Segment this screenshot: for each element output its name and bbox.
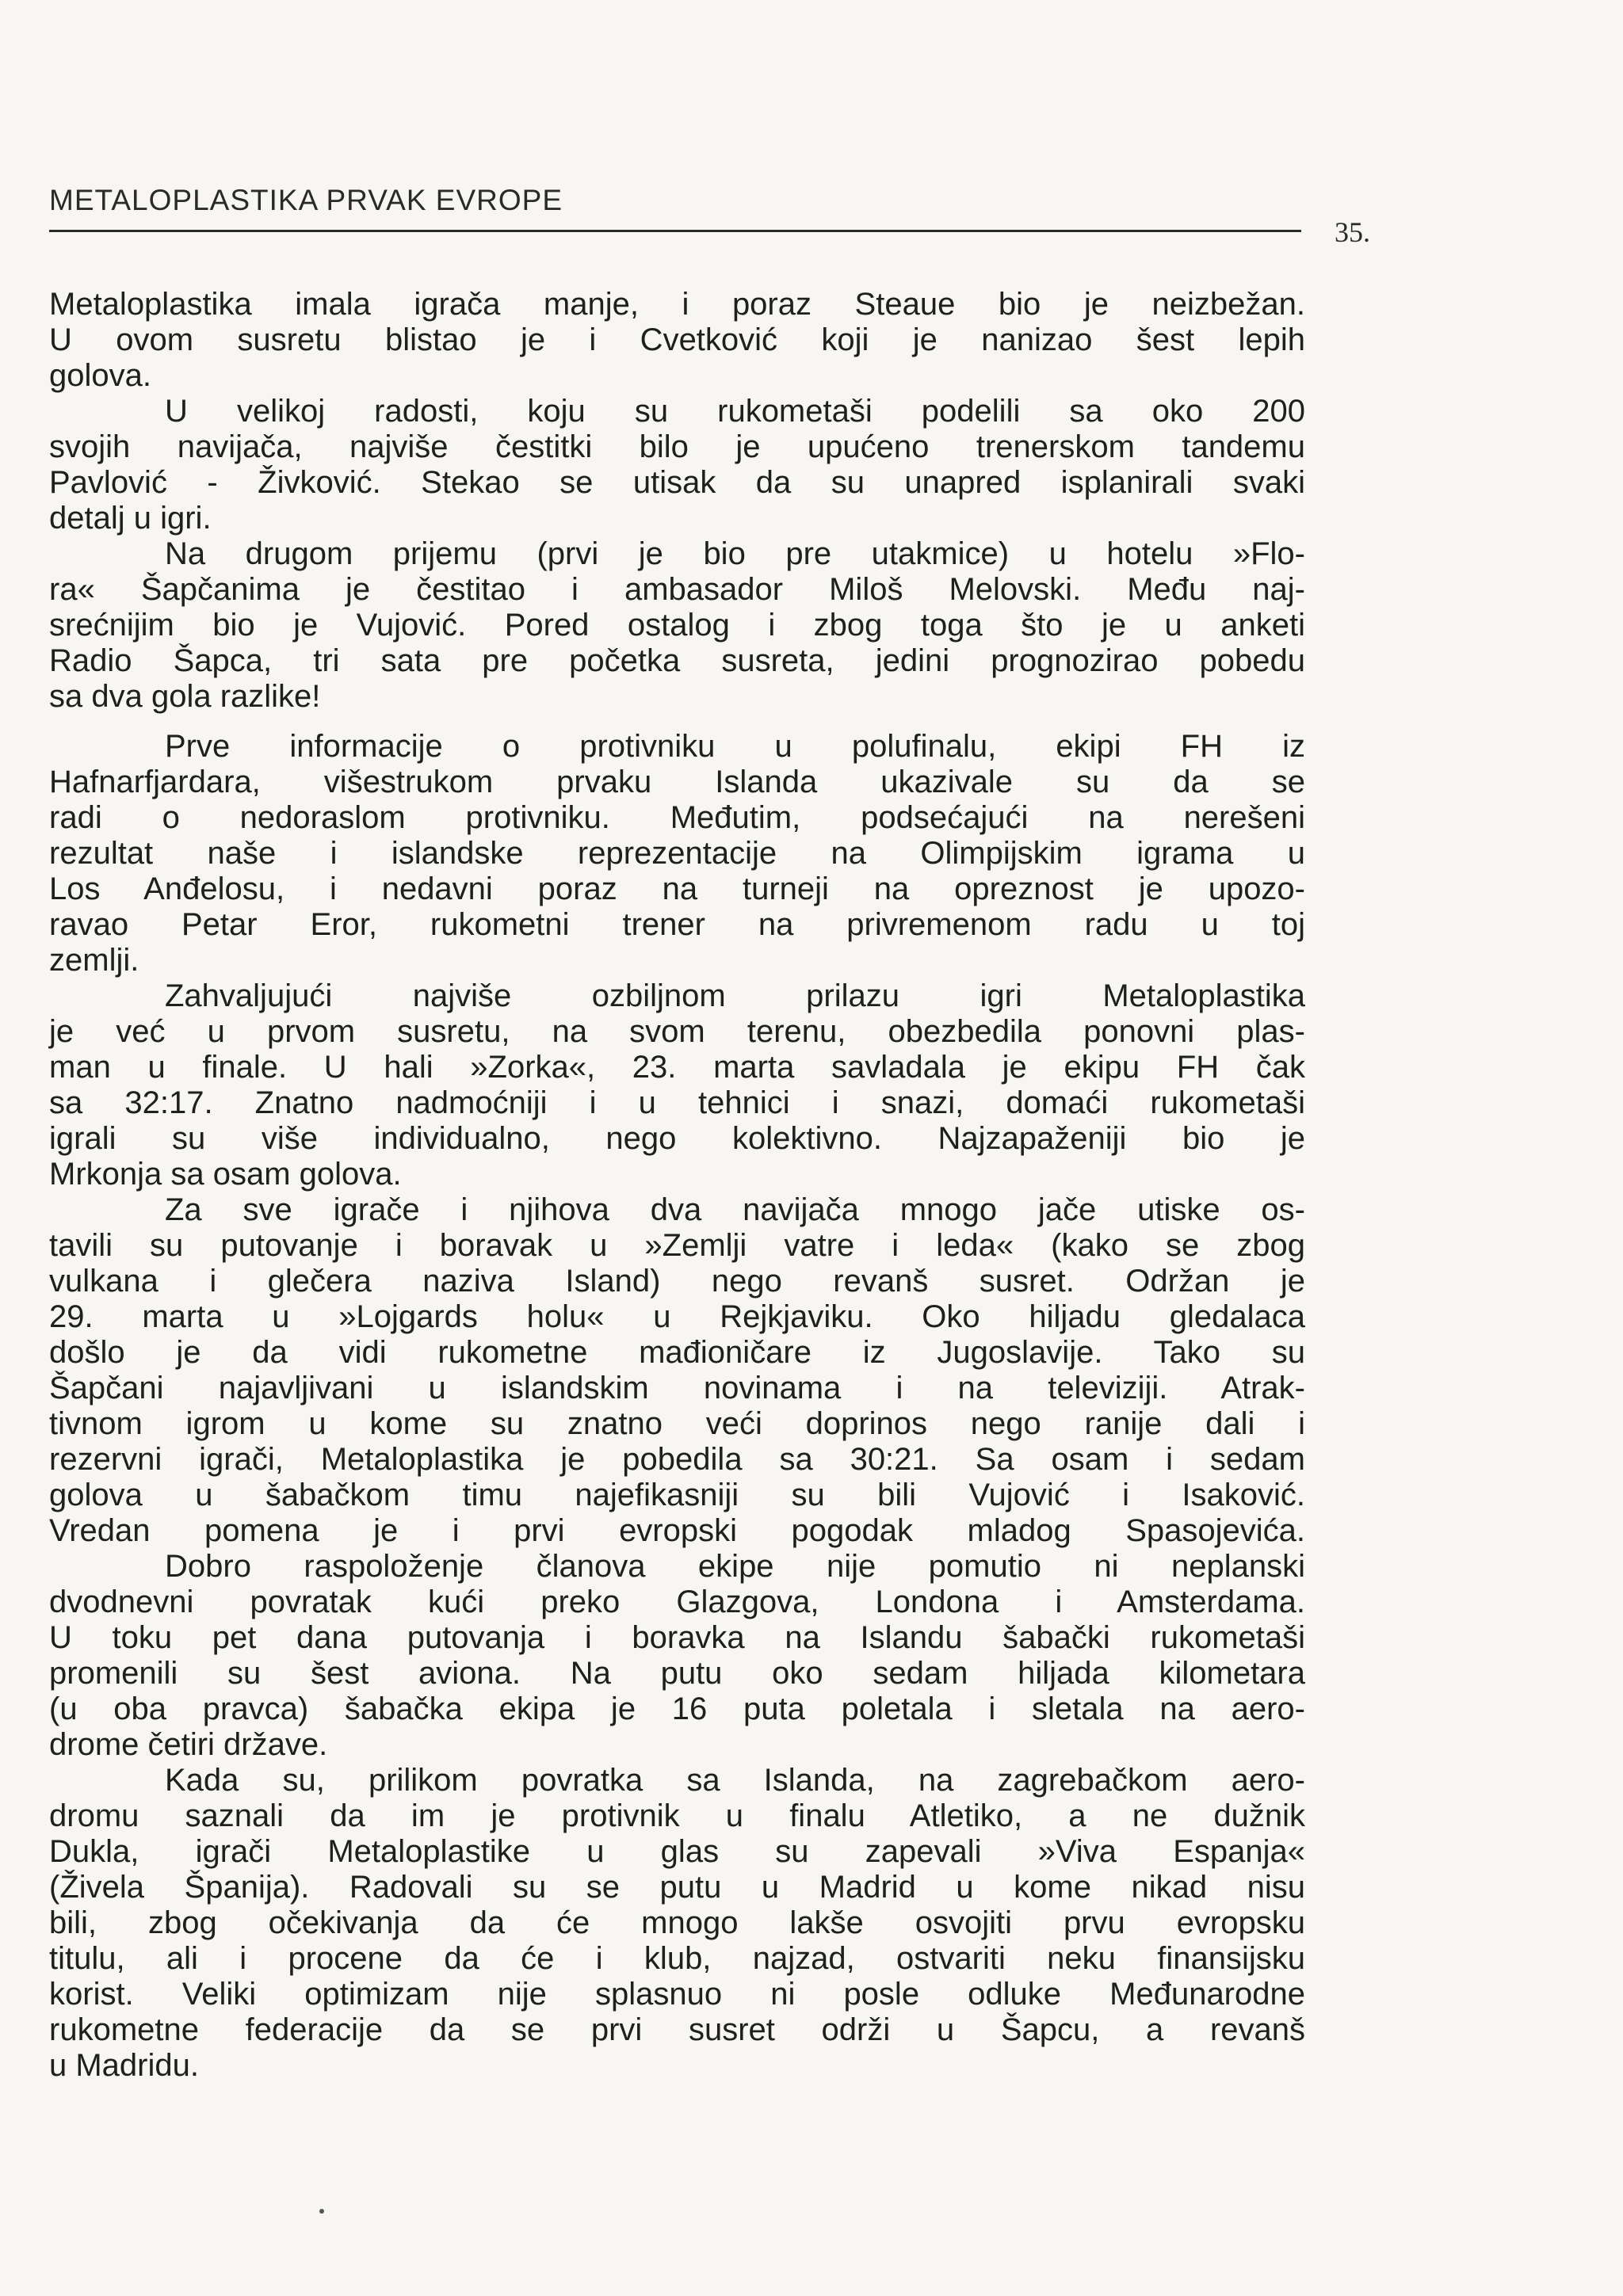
text-line: (u oba pravca) šabačka ekipa je 16 puta poletala i sletala na aero- xyxy=(49,1691,1305,1726)
text-line: srećnijim bio je Vujović. Pored ostalog i zbog toga što je u anketi xyxy=(49,608,1305,643)
text-line: Na drugom prijemu (prvi je bio pre utakmice) u hotelu »Flo- xyxy=(165,536,1305,571)
text-line: Hafnarfjardara, višestrukom prvaku Islanda ukazivale su da se xyxy=(49,765,1305,799)
text-line: promenili su šest aviona. Na putu oko sedam hiljada kilometara xyxy=(49,1656,1305,1691)
text-line: je već u prvom susretu, na svom terenu, obezbedila ponovni plas- xyxy=(49,1014,1305,1049)
stray-dot xyxy=(319,2209,324,2214)
text-line: vulkana i glečera naziva Island) nego revanš susret. Održan je xyxy=(49,1264,1305,1299)
text-line: tavili su putovanje i boravak u »Zemlji vatre i leda« (kako se zbog xyxy=(49,1228,1305,1263)
running-head: METALOPLASTIKA PRVAK EVROPE xyxy=(49,184,563,216)
text-line: u Madridu. xyxy=(49,2048,199,2083)
text-line: drome četiri države. xyxy=(49,1727,328,1762)
text-line: Zahvaljujući najviše ozbiljnom prilazu igri Metaloplastika xyxy=(165,978,1305,1013)
body-text xyxy=(49,287,1305,2084)
page-number: 35. xyxy=(1335,216,1370,248)
text-line: tivnom igrom u kome su znatno veći doprinos nego ranije dali i xyxy=(49,1406,1305,1441)
text-line: (Živela Španija). Radovali su se putu u Madrid u kome nikad nisu xyxy=(49,1870,1305,1905)
text-line: golova u šabačkom timu najefikasniji su bili Vujović i Isaković. xyxy=(49,1478,1305,1512)
text-line: Prve informacije o protivniku u polufinalu, ekipi FH iz xyxy=(165,729,1305,764)
text-line: detalj u igri. xyxy=(49,501,212,536)
text-line: dvodnevni povratak kući preko Glazgova, Londona i Amsterdama. xyxy=(49,1585,1305,1619)
text-line: man u finale. U hali »Zorka«, 23. marta savladala je ekipu FH čak xyxy=(49,1050,1305,1085)
text-line: Los Anđelosu, i nedavni poraz na turneji na opreznost je upozo- xyxy=(49,871,1305,906)
text-line: dromu saznali da im je protivnik u finalu Atletiko, a ne dužnik xyxy=(49,1798,1305,1833)
text-line: Kada su, prilikom povratka sa Islanda, na zagrebačkom aero- xyxy=(165,1763,1305,1798)
text-line: U velikoj radosti, koju su rukometaši podelili sa oko 200 xyxy=(165,394,1305,429)
text-line: Pavlović - Živković. Stekao se utisak da su unapred isplanirali svaki xyxy=(49,465,1305,500)
header-rule xyxy=(49,230,1301,232)
text-line: svojih navijača, najviše čestitki bilo je upućeno trenerskom tandemu xyxy=(49,429,1305,464)
text-line: Šapčani najavljivani u islandskim novinama i na televiziji. Atrak- xyxy=(49,1371,1305,1405)
text-line: Radio Šapca, tri sata pre početka susreta, jedini prognozirao pobedu xyxy=(49,643,1305,678)
text-line: zemlji. xyxy=(49,943,139,978)
text-line: 29. marta u »Lojgards holu« u Rejkjaviku. Oko hiljadu gledalaca xyxy=(49,1299,1305,1334)
text-line: korist. Veliki optimizam nije splasnuo ni posle odluke Međunarodne xyxy=(49,1977,1305,2012)
text-line: rukometne federacije da se prvi susret održi u Šapcu, a revanš xyxy=(49,2012,1305,2047)
text-line: Dobro raspoloženje članova ekipe nije pomutio ni neplanski xyxy=(165,1549,1305,1584)
text-line: Za sve igrače i njihova dva navijača mnogo jače utiske os- xyxy=(165,1192,1305,1227)
text-line: rezervni igrači, Metaloplastika je pobedila sa 30:21. Sa osam i sedam xyxy=(49,1442,1305,1477)
text-line: igrali su više individualno, nego kolektivno. Najzapaženiji bio je xyxy=(49,1121,1305,1156)
text-line: radi o nedoraslom protivniku. Međutim, podsećajući na nerešeni xyxy=(49,800,1305,835)
text-line: Vredan pomena je i prvi evropski pogodak mladog Spasojevića. xyxy=(49,1513,1305,1548)
text-line: došlo je da vidi rukometne mađioničare iz Jugoslavije. Tako su xyxy=(49,1335,1305,1370)
text-line: sa 32:17. Znatno nadmoćniji i u tehnici i snazi, domaći rukometaši xyxy=(49,1085,1305,1120)
text-line: U toku pet dana putovanja i boravka na Islandu šabački rukometaši xyxy=(49,1620,1305,1655)
text-line: rezultat naše i islandske reprezentacije na Olimpijskim igrama u xyxy=(49,836,1305,871)
text-line: titulu, ali i procene da će i klub, najzad, ostvariti neku finansijsku xyxy=(49,1941,1305,1976)
text-line: Mrkonja sa osam golova. xyxy=(49,1157,402,1192)
text-line: bili, zbog očekivanja da će mnogo lakše osvojiti prvu evropsku xyxy=(49,1905,1305,1940)
text-line: Dukla, igrači Metaloplastike u glas su zapevali »Viva Espanja« xyxy=(49,1834,1305,1869)
text-line: sa dva gola razlike! xyxy=(49,679,321,714)
text-line: ra« Šapčanima je čestitao i ambasador Miloš Melovski. Među naj- xyxy=(49,572,1305,607)
text-line: Metaloplastika imala igrača manje, i poraz Steaue bio je neizbežan. xyxy=(49,287,1305,322)
text-line: ravao Petar Eror, rukometni trener na privremenom radu u toj xyxy=(49,907,1305,942)
text-line: U ovom susretu blistao je i Cvetković koji je nanizao šest lepih xyxy=(49,322,1305,357)
text-line: golova. xyxy=(49,358,151,393)
